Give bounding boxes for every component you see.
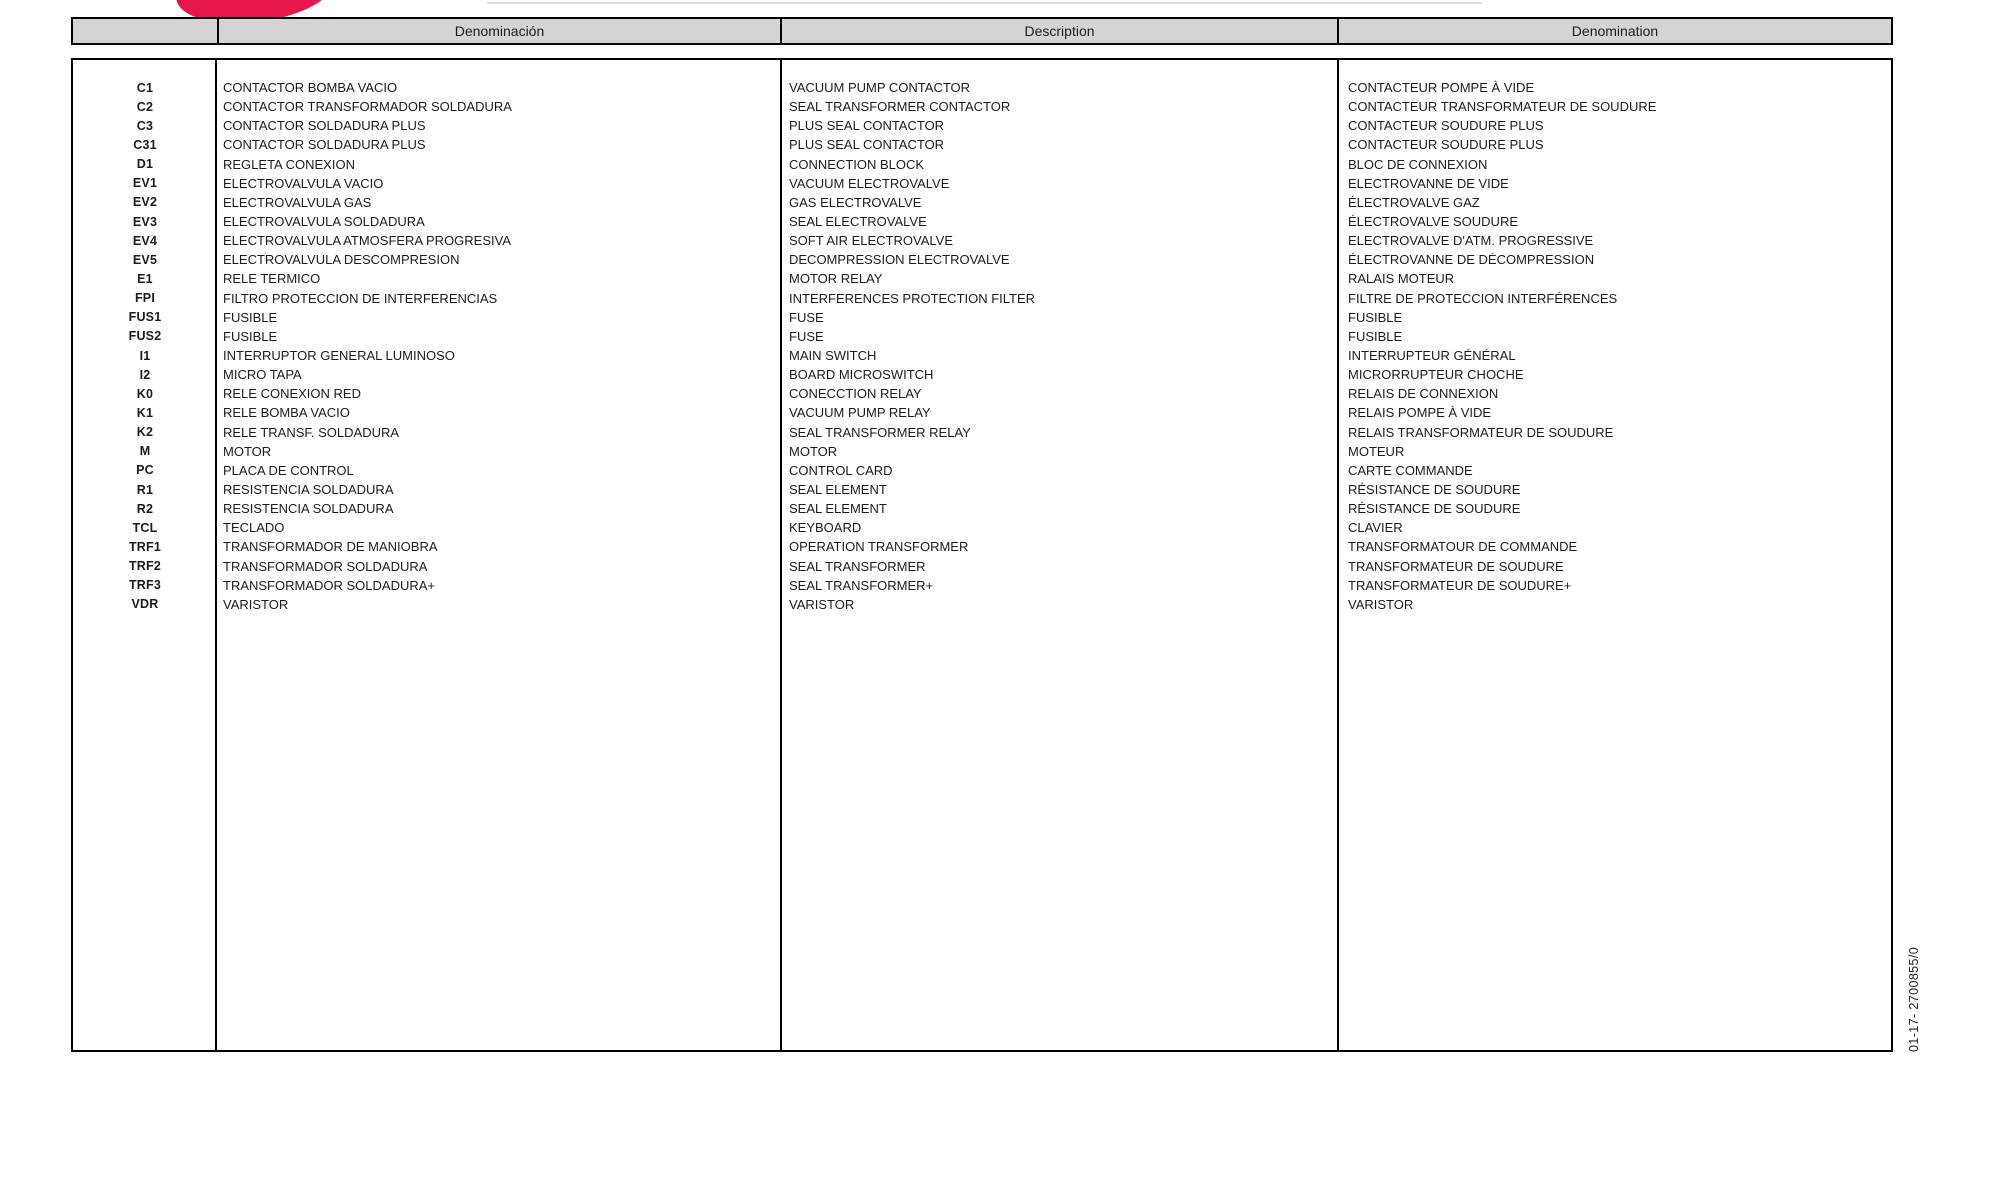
component-code: EV3 [132, 214, 158, 229]
component-code: M [139, 444, 151, 459]
description-en: PLUS SEAL CONTACTOR [789, 137, 945, 153]
description-en: SEAL ELEMENT [789, 482, 887, 498]
denomination-fr: RÉSISTANCE DE SOUDURE [1348, 501, 1521, 517]
denomination-fr: CLAVIER [1348, 520, 1403, 536]
denominacion-es: RELE TERMICO [223, 271, 321, 287]
component-code: PC [136, 463, 154, 478]
header-cell-denominacion: Denominación [217, 19, 780, 43]
component-code: EV2 [132, 195, 158, 210]
denomination-fr: RÉSISTANCE DE SOUDURE [1348, 482, 1521, 498]
description-en: VACUUM PUMP CONTACTOR [789, 80, 971, 96]
component-code: K0 [136, 386, 154, 401]
table-row [73, 212, 1891, 231]
description-en: INTERFERENCES PROTECTION FILTER [789, 290, 1036, 306]
table-row [73, 269, 1891, 288]
description-en: VARISTOR [789, 596, 855, 612]
denominacion-es: PLACA DE CONTROL [223, 462, 354, 478]
component-code: FUS2 [128, 329, 162, 344]
header-cell-description: Description [780, 19, 1337, 43]
table-row [73, 480, 1891, 499]
component-code: FUS1 [128, 310, 162, 325]
component-code: TRF2 [128, 559, 162, 574]
component-code: TRF1 [128, 539, 162, 554]
description-en: FUSE [789, 309, 824, 325]
description-en: CONTROL CARD [789, 462, 893, 478]
denominacion-es: MICRO TAPA [223, 367, 302, 383]
denomination-fr: MOTEUR [1348, 443, 1405, 459]
description-en: VACUUM ELECTROVALVE [789, 175, 950, 191]
denominacion-es: CONTACTOR TRANSFORMADOR SOLDADURA [223, 99, 512, 115]
legend-table-body [71, 58, 1893, 1052]
table-row [73, 442, 1891, 461]
header-cell-denomination: Denomination [1337, 19, 1891, 43]
table-row [73, 423, 1891, 442]
table-row [73, 289, 1891, 308]
denominacion-es: ELECTROVALVULA SOLDADURA [223, 214, 425, 230]
table-row [73, 576, 1891, 595]
description-en: FUSE [789, 328, 824, 344]
denomination-fr: RELAIS TRANSFORMATEUR DE SOUDURE [1348, 424, 1614, 440]
legend-table-header-row [71, 17, 1893, 45]
denomination-fr: TRANSFORMATEUR DE SOUDURE+ [1348, 577, 1572, 593]
description-en: MOTOR [789, 443, 838, 459]
description-en: GAS ELECTROVALVE [789, 194, 922, 210]
denomination-fr: INTERRUPTEUR GÉNÉRAL [1348, 348, 1516, 364]
denomination-fr: ÉLECTROVANNE DE DÉCOMPRESSION [1348, 252, 1595, 268]
denomination-fr: MICRORRUPTEUR CHOCHE [1348, 367, 1524, 383]
denominacion-es: VARISTOR [223, 596, 289, 612]
table-row [73, 193, 1891, 212]
description-en: CONNECTION BLOCK [789, 156, 925, 172]
legend-rows [73, 78, 1891, 614]
table-row [73, 346, 1891, 365]
component-code: EV4 [132, 233, 158, 248]
table-row [73, 78, 1891, 97]
table-row [73, 518, 1891, 537]
denominacion-es: ELECTROVALVULA VACIO [223, 175, 384, 191]
denominacion-es: RELE TRANSF. SOLDADURA [223, 424, 400, 440]
component-code: EV5 [132, 252, 158, 267]
component-code: VDR [131, 597, 159, 612]
cropped-page-top-artifact [487, 2, 1482, 4]
denominacion-es: RELE CONEXION RED [223, 386, 361, 402]
component-code: C1 [136, 80, 154, 95]
denominacion-es: FUSIBLE [223, 328, 278, 344]
component-code: C3 [136, 118, 154, 133]
denominacion-es: MOTOR [223, 443, 272, 459]
denomination-fr: TRANSFORMATOUR DE COMMANDE [1348, 539, 1578, 555]
denomination-fr: ELECTROVALVE D'ATM. PROGRESSIVE [1348, 233, 1594, 249]
component-code: K1 [136, 405, 154, 420]
denominacion-es: CONTACTOR SOLDADURA PLUS [223, 137, 426, 153]
component-code: R2 [136, 501, 154, 516]
table-row [73, 174, 1891, 193]
denomination-fr: ÉLECTROVALVE SOUDURE [1348, 214, 1519, 230]
table-row [73, 116, 1891, 135]
document-reference-number: 01-17- 2700855/0 [1907, 946, 1921, 1052]
denominacion-es: TRANSFORMADOR DE MANIOBRA [223, 539, 438, 555]
table-row [73, 403, 1891, 422]
denomination-fr: VARISTOR [1348, 596, 1414, 612]
component-code: FPI [134, 291, 156, 306]
denominacion-es: INTERRUPTOR GENERAL LUMINOSO [223, 348, 455, 364]
component-code: TRF3 [128, 578, 162, 593]
component-code: TCL [132, 520, 158, 535]
denominacion-es: RELE BOMBA VACIO [223, 405, 350, 421]
description-en: CONECCTION RELAY [789, 386, 922, 402]
table-row [73, 308, 1891, 327]
denominacion-es: ELECTROVALVULA GAS [223, 194, 372, 210]
description-en: MAIN SWITCH [789, 348, 877, 364]
denomination-fr: RELAIS POMPE À VIDE [1348, 405, 1492, 421]
denominacion-es: RESISTENCIA SOLDADURA [223, 482, 394, 498]
denominacion-es: ELECTROVALVULA ATMOSFERA PROGRESIVA [223, 233, 512, 249]
denominacion-es: ELECTROVALVULA DESCOMPRESION [223, 252, 460, 268]
denominacion-es: TECLADO [223, 520, 285, 536]
description-en: SEAL ELEMENT [789, 501, 887, 517]
table-row [73, 384, 1891, 403]
description-en: SEAL TRANSFORMER CONTACTOR [789, 99, 1011, 115]
component-code: K2 [136, 425, 154, 440]
description-en: SEAL TRANSFORMER RELAY [789, 424, 971, 440]
description-en: SEAL TRANSFORMER+ [789, 577, 934, 593]
denominacion-es: CONTACTOR SOLDADURA PLUS [223, 118, 426, 134]
component-code: I2 [139, 367, 151, 382]
table-row [73, 327, 1891, 346]
component-code: EV1 [132, 176, 158, 191]
denomination-fr: ELECTROVANNE DE VIDE [1348, 175, 1509, 191]
component-code: C31 [133, 137, 157, 152]
table-row [73, 155, 1891, 174]
denominacion-es: CONTACTOR BOMBA VACIO [223, 80, 398, 96]
description-en: VACUUM PUMP RELAY [789, 405, 931, 421]
denominacion-es: REGLETA CONEXION [223, 156, 355, 172]
denominacion-es: TRANSFORMADOR SOLDADURA [223, 558, 428, 574]
description-en: SEAL ELECTROVALVE [789, 214, 927, 230]
table-row [73, 557, 1891, 576]
table-row [73, 135, 1891, 154]
denomination-fr: TRANSFORMATEUR DE SOUDURE [1348, 558, 1564, 574]
denominacion-es: FUSIBLE [223, 309, 278, 325]
denomination-fr: ÉLECTROVALVE GAZ [1348, 194, 1480, 210]
description-en: KEYBOARD [789, 520, 862, 536]
table-row [73, 595, 1891, 614]
component-code: I1 [139, 348, 151, 363]
component-code: R1 [136, 482, 154, 497]
description-en: MOTOR RELAY [789, 271, 883, 287]
description-en: DECOMPRESSION ELECTROVALVE [789, 252, 1010, 268]
description-en: BOARD MICROSWITCH [789, 367, 934, 383]
table-row [73, 231, 1891, 250]
denomination-fr: RALAIS MOTEUR [1348, 271, 1455, 287]
table-row [73, 499, 1891, 518]
denomination-fr: CONTACTEUR SOUDURE PLUS [1348, 137, 1544, 153]
table-row [73, 537, 1891, 556]
description-en: PLUS SEAL CONTACTOR [789, 118, 945, 134]
table-row [73, 250, 1891, 269]
denomination-fr: FUSIBLE [1348, 309, 1403, 325]
denomination-fr: CONTACTEUR TRANSFORMATEUR DE SOUDURE [1348, 99, 1657, 115]
denominacion-es: TRANSFORMADOR SOLDADURA+ [223, 577, 435, 593]
denomination-fr: CONTACTEUR SOUDURE PLUS [1348, 118, 1544, 134]
description-en: SEAL TRANSFORMER [789, 558, 926, 574]
table-row [73, 461, 1891, 480]
denominacion-es: RESISTENCIA SOLDADURA [223, 501, 394, 517]
denomination-fr: CONTACTEUR POMPE À VIDE [1348, 80, 1535, 96]
denomination-fr: FUSIBLE [1348, 328, 1403, 344]
component-code: E1 [137, 271, 153, 286]
component-code: D1 [136, 157, 154, 172]
denomination-fr: FILTRE DE PROTECCION INTERFÉRENCES [1348, 290, 1618, 306]
table-row [73, 97, 1891, 116]
table-row [73, 365, 1891, 384]
denomination-fr: RELAIS DE CONNEXION [1348, 386, 1499, 402]
denomination-fr: CARTE COMMANDE [1348, 462, 1473, 478]
denomination-fr: BLOC DE CONNEXION [1348, 156, 1488, 172]
header-cell-code [73, 19, 217, 43]
description-en: OPERATION TRANSFORMER [789, 539, 969, 555]
denominacion-es: FILTRO PROTECCION DE INTERFERENCIAS [223, 290, 498, 306]
description-en: SOFT AIR ELECTROVALVE [789, 233, 953, 249]
component-code: C2 [136, 99, 154, 114]
